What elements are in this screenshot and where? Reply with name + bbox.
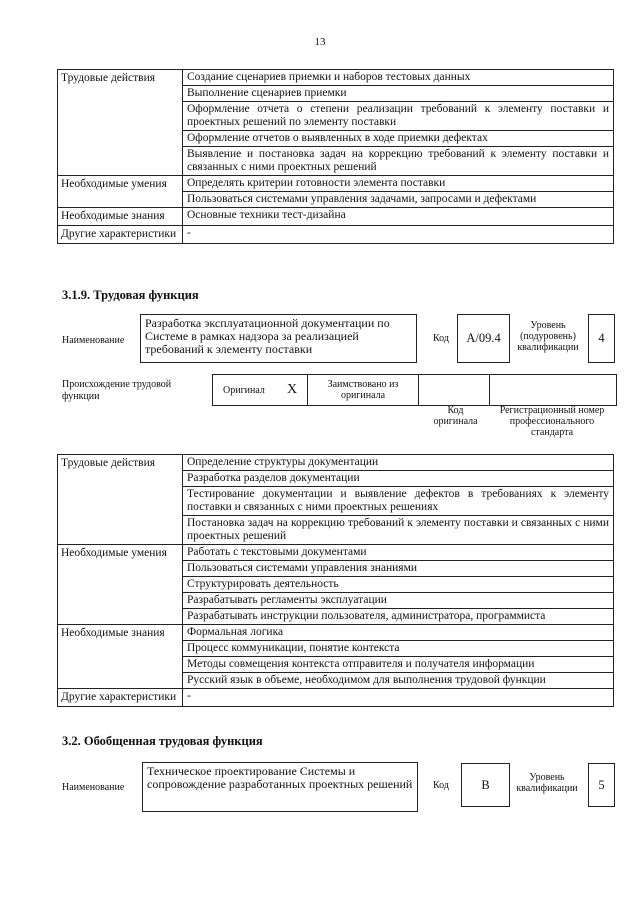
code-box-3-2 bbox=[461, 763, 510, 807]
level-box-3-2 bbox=[588, 763, 615, 807]
row-item: Оформление отчета о степени реализации требований к элементу поставки и проектных решений по элементу поставки bbox=[183, 102, 614, 131]
level-label: Уровень (подуровень) квалификации bbox=[517, 320, 579, 353]
table-row bbox=[58, 208, 614, 226]
level-box bbox=[588, 314, 615, 363]
name-label-3-2: Наименование bbox=[62, 782, 125, 793]
table-row bbox=[58, 176, 614, 192]
code-label-3-2: Код bbox=[433, 780, 449, 791]
table-row bbox=[58, 455, 614, 471]
level-label-3-2: Уровень квалификации bbox=[516, 772, 578, 794]
row-item: Определять критерии готовности элемента поставки bbox=[183, 176, 614, 192]
row-item: Создание сценариев приемки и наборов тестовых данных bbox=[183, 70, 614, 86]
table-row bbox=[58, 226, 614, 244]
origin-box bbox=[212, 374, 617, 406]
row-item: Процесс коммуникации, понятие контекста bbox=[183, 641, 614, 657]
divider-2 bbox=[418, 375, 419, 405]
function-name-box bbox=[140, 314, 417, 363]
row-item: Разработка разделов документации bbox=[183, 471, 614, 487]
row-item: Разрабатывать инструкции пользователя, администратора, программиста bbox=[183, 609, 614, 625]
divider-1 bbox=[307, 375, 308, 405]
table-row bbox=[58, 689, 614, 707]
row-item: Тестирование документации и выявление дефектов в требованиях к элементу поставки и связанных с ними проектных решениях bbox=[183, 487, 614, 516]
table-row bbox=[58, 625, 614, 641]
row-category: Трудовые действия bbox=[58, 455, 183, 545]
row-item: - bbox=[183, 689, 614, 707]
row-item: Пользоваться системами управления знаниями bbox=[183, 561, 614, 577]
row-category: Необходимые знания bbox=[58, 625, 183, 689]
section-heading-3-1-9: 3.1.9. Трудовая функция bbox=[62, 288, 199, 302]
origin-label: Происхождение трудовой функции bbox=[62, 379, 172, 402]
divider-3 bbox=[489, 375, 490, 405]
row-category: Необходимые умения bbox=[58, 545, 183, 625]
function-name-value: Разработка эксплуатационной документации по Системе в рамках надзора за реализацией требований к элементу поставки bbox=[145, 316, 390, 356]
row-item: Определение структуры документации bbox=[183, 455, 614, 471]
row-category: Трудовые действия bbox=[58, 70, 183, 176]
borrowed-label: Заимствовано из оригинала bbox=[327, 379, 399, 401]
code-value-3-2: B bbox=[481, 777, 490, 792]
page-number: 13 bbox=[314, 36, 326, 48]
row-item: Методы совмещения контекста отправителя и получателя информации bbox=[183, 657, 614, 673]
original-label: Оригинал bbox=[223, 385, 265, 396]
original-mark: X bbox=[287, 382, 298, 397]
requirements-table-1 bbox=[57, 69, 614, 244]
code-original-label: Код оригинала bbox=[433, 405, 478, 427]
requirements-table-2 bbox=[57, 454, 614, 707]
row-item: Пользоваться системами управления задачами, запросами и дефектами bbox=[183, 192, 614, 208]
level-value: 4 bbox=[598, 331, 605, 345]
code-label: Код bbox=[433, 333, 449, 344]
generalized-function-name-box bbox=[142, 762, 418, 812]
row-item: Разрабатывать регламенты эксплуатации bbox=[183, 593, 614, 609]
level-value-3-2: 5 bbox=[598, 777, 605, 792]
reg-number-label: Регистрационный номер профессионального стандарта bbox=[499, 405, 605, 438]
row-item: - bbox=[183, 226, 614, 244]
row-item: Работать с текстовыми документами bbox=[183, 545, 614, 561]
table-row bbox=[58, 70, 614, 86]
generalized-function-name-value: Техническое проектирование Системы и сопровождение разработанных проектных решений bbox=[147, 764, 413, 791]
row-item: Выявление и постановка задач на коррекцию требований к элементу поставки и связанных с ними проектных решений bbox=[183, 147, 614, 176]
code-value: A/09.4 bbox=[466, 331, 501, 345]
row-item: Русский язык в объеме, необходимом для выполнения трудовой функции bbox=[183, 673, 614, 689]
row-category: Необходимые умения bbox=[58, 176, 183, 208]
row-category: Другие характеристики bbox=[58, 689, 183, 707]
row-item: Оформление отчетов о выявленных в ходе приемки дефектах bbox=[183, 131, 614, 147]
row-item: Структурировать деятельность bbox=[183, 577, 614, 593]
row-category: Необходимые знания bbox=[58, 208, 183, 226]
row-item: Постановка задач на коррекцию требований к элементу поставки и связанных с ними проектных решений bbox=[183, 516, 614, 545]
row-category: Другие характеристики bbox=[58, 226, 183, 244]
row-item: Выполнение сценариев приемки bbox=[183, 86, 614, 102]
row-item: Формальная логика bbox=[183, 625, 614, 641]
name-label: Наименование bbox=[62, 335, 125, 346]
section-heading-3-2: 3.2. Обобщенная трудовая функция bbox=[62, 734, 263, 748]
code-box bbox=[457, 314, 510, 363]
table-row bbox=[58, 545, 614, 561]
row-item: Основные техники тест-дизайна bbox=[183, 208, 614, 226]
